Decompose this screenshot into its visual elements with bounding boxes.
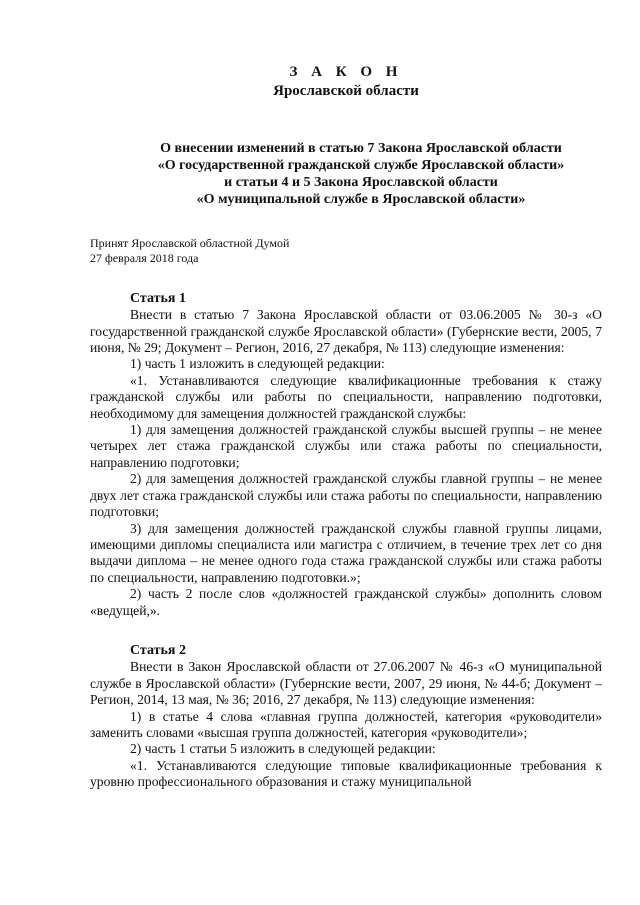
subject-line: «О муниципальной службе в Ярославской области» [196,191,526,207]
paragraph: Внести в статью 7 Закона Ярославской области от 03.06.2005 № 30-з «О государственной гражданской службе Ярославской области» (Губернские вести, 2005, 7 июня, № 29; Документ – Регион, 2016, 27 декабря, № 113) следующие изменения: [90,307,602,356]
paragraph: «1. Устанавливаются следующие типовые квалификационные требования к уровню профессионального образования и стажу муниципальной [90,757,602,790]
subject-line: и статьи 4 и 5 Закона Ярославской области [224,174,498,190]
paragraph: 2) часть 2 после слов «должностей гражданской службы» дополнить словом «ведущей,». [90,586,602,618]
law-title: З А К О Н [289,64,403,80]
subject-line: О внесении изменений в статью 7 Закона Ярославской области [160,140,562,156]
paragraph: 1) для замещения должностей гражданской службы высшей группы – не менее четырех лет стажа гражданской службы или стажа работы по специальности, направлению подготовки; [90,422,602,470]
adopted-by: Принят Ярославской областной Думой [90,235,290,250]
adopted-date: 27 февраля 2018 года [90,250,199,265]
paragraph: 1) часть 1 изложить в следующей редакции: [130,356,385,372]
law-subject [120,140,602,208]
paragraph: Внести в Закон Ярославской области от 27.06.2007 № 46-з «О муниципальной службе в Ярославской области» (Губернские вести, 2007, 29 июня, № 44-б; Документ – Регион, 2014, 13 мая, № 36; 2016, 27 декабря, № 113) следующие изменения: [90,659,602,708]
paragraph: 3) для замещения должностей гражданской службы главной группы лицами, имеющими дипломы специалиста или магистра с отличием, в течение трех лет со дня выдачи диплома – не менее одного года стажа гражданской службы или стажа работы по специальности, направлению подготовки.»; [90,520,602,585]
article-1 [90,291,602,619]
subject-line: «О государственной гражданской службе Ярославской области» [157,157,565,173]
article-2 [90,643,602,791]
law-region: Ярославской области [273,83,419,100]
paragraph: 2) для замещения должностей гражданской службы главной группы – не менее двух лет стажа гражданской службы или стажа работы по специальности, направлению подготовки; [90,471,602,520]
paragraph: 1) в статье 4 слова «главная группа должностей, категория «руководители» заменить словами «высшая группа должностей, категория «руководители»; [90,708,602,740]
article-title: Статья 2 [130,642,186,658]
article-title: Статья 1 [130,290,186,306]
adoption-note [90,236,602,266]
paragraph: 2) часть 1 статьи 5 изложить в следующей редакции: [130,741,436,757]
paragraph: «1. Устанавливаются следующие квалификационные требования к стажу гражданской службы или работы по специальности, направлению подготовки, необходимому для замещения должностей гражданской службы: [90,372,602,421]
